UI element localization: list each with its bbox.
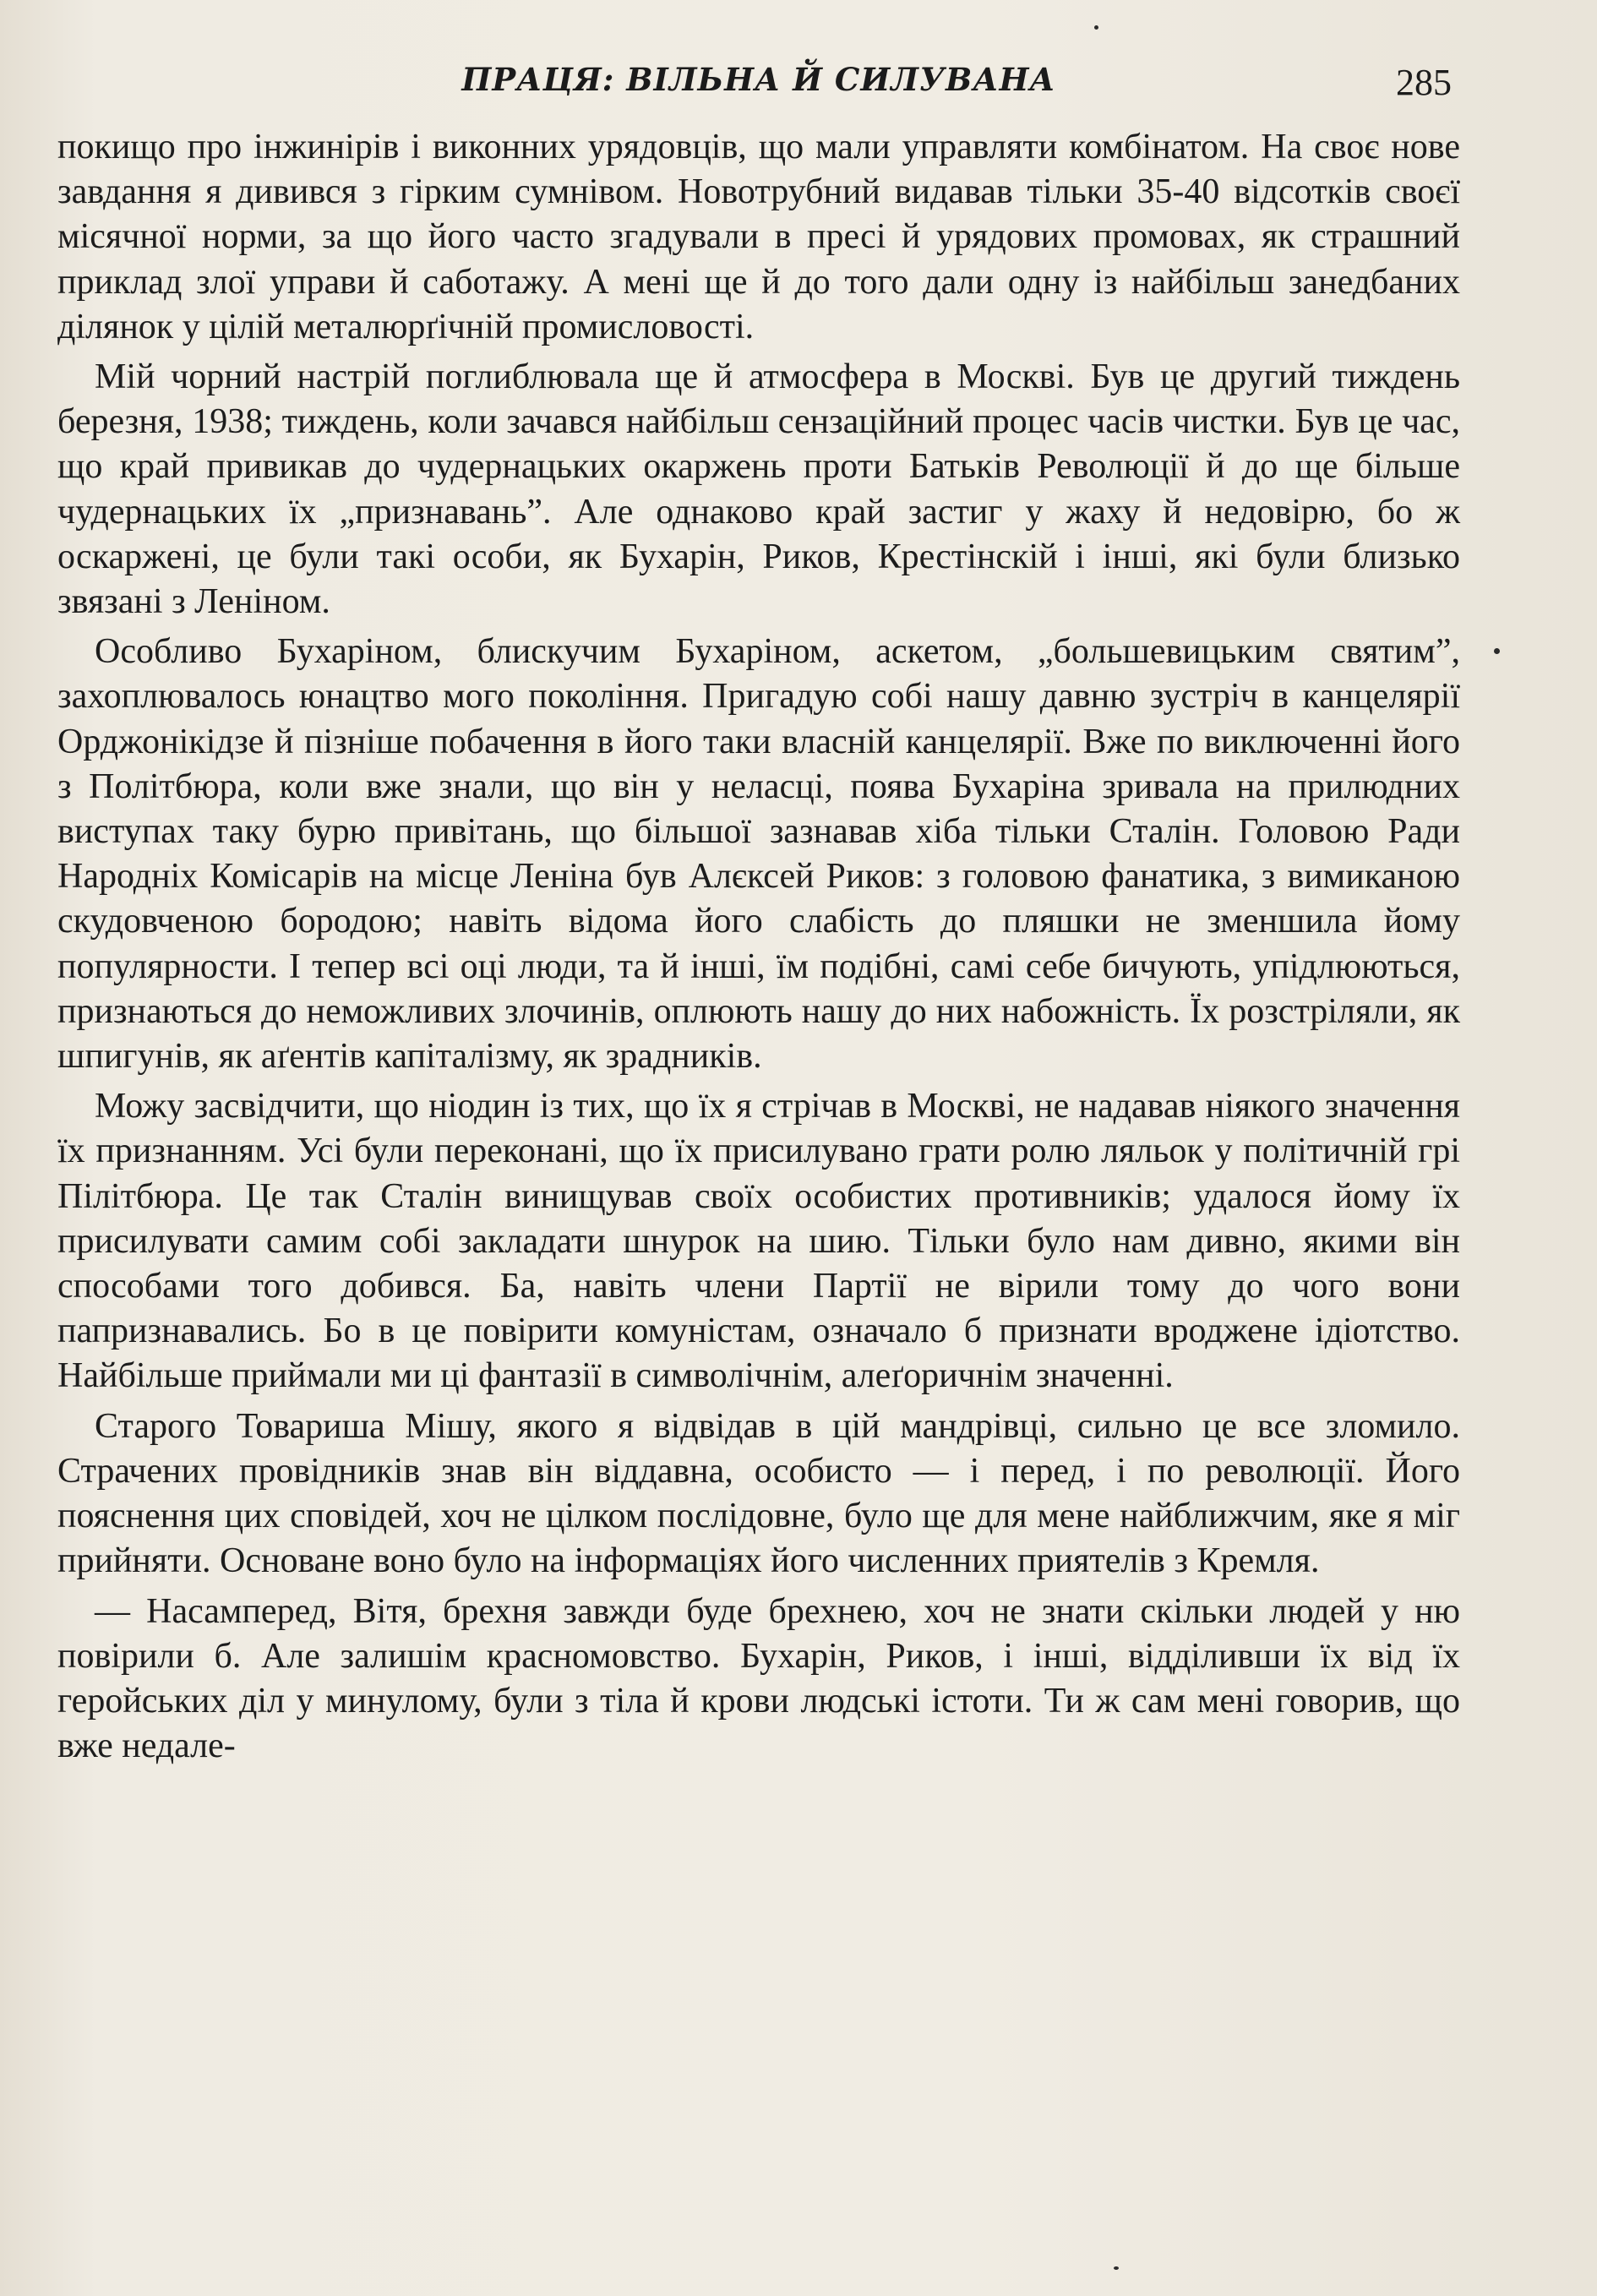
body-text: [57, 125, 1460, 1774]
print-speck: [1114, 2266, 1119, 2270]
paragraph-5: Старого Товариша Мішу, якого я відвідав в цій мандрівці, сильно це все зломило. Страчених провідників знав він віддавна, особисто — і перед, і по революції. Його пояснення цих сповідей, хоч не цілком послідовне, було ще для мене найближчим, яке я міг прийняти. Основане воно було на інформаціях його численних приятелів з Кремля.: [57, 1406, 1460, 1581]
page-number: 285: [1396, 62, 1452, 103]
page-header: [57, 61, 1460, 112]
print-speck: [1494, 648, 1500, 654]
paragraph-1: покищо про інжинірів і виконних урядовців, що мали управляти комбінатом. На своє нове завдання я дивився з гірким сумнівом. Новотрубний видавав тільки 35-40 відсотків своєї місячної норми, за що його часто згадували в пресі й урядових промовах, як страшний приклад злої управи й саботажу. А мені ще й до того дали одну із найбільш занедбаних ділянок у цілій металюрґічній промисловості.: [57, 128, 1460, 346]
paragraph-3: Особливо Бухаріном, блискучим Бухаріном, аскетом, „большевицьким святим”, захоплювалось юнацтво мого покоління. Пригадую собі нашу давню зустріч в канцелярії Орджонікідзе й пізніше побачення в його таки власній канцелярії. Вже по виключенні його з Політбюра, коли вже знали, що він у неласці, поява Бухаріна зривала на прилюдних виступах таку бурю привітань, що більшої зазнавав хіба тільки Сталін. Головою Ради Народніх Комісарів на місце Леніна був Алєксей Риков: з головою фанатика, з вимиканою скудовченою бородою; навіть відома його слабість до пляшки не зменшила йому популярности. І тепер всі оці люди, та й інші, їм подібні, самі себе бичують, упідлюються, признаються до неможливих злочинів, оплюють нашу до них набожність. Їх розстріляли, як шпигунів, як аґентів капіталізму, як зрадників.: [57, 632, 1460, 1077]
paragraph-6: — Насамперед, Вітя, брехня завжди буде брехнею, хоч не знати скільки людей у ню повірили б. Але залишім красномовство. Бухарін, Риков, і інші, відділивши їх від їх геройських діл у минулому, були з тіла й крови людські істоти. Ти ж сам мені говорив, що вже недале-: [57, 1591, 1460, 1766]
print-speck: [1094, 25, 1098, 30]
paragraph-4: Можу засвідчити, що ніодин із тих, що їх я стрічав в Москві, не надавав ніякого значення їх признанням. Усі були переконані, що їх присилувано грати ролю ляльок у політичній грі Пілітбюра. Це так Сталін винищував своїх особистих противників; удалося йому їх присилувати самим собі закладати шнурок на шию. Тільки було нам дивно, якими він способами того добився. Ба, навіть члени Партії не вірили тому до чого вони папризнавались. Бо в це повірити комуністам, означало б признати вроджене ідіотство. Найбільше приймали ми ці фантазії в символічнім, алеґоричнім значенні.: [57, 1087, 1460, 1396]
running-title: ПРАЦЯ: ВІЛЬНА Й СИЛУВАНА: [461, 61, 1056, 98]
paragraph-2: Мій чорний настрій поглиблювала ще й атмосфера в Москві. Був це другий тиждень березня, 1938; тиждень, коли зачався найбільш сензаційний процес часів чистки. Був це час, що край привикав до чудернацьких окаржень проти Батьків Революції й до ще більше чудернацьких їх „признавань”. Але однаково край застиг у жаху й недовірю, бо ж оскаржені, це були такі особи, як Бухарін, Риков, Крестінскій і інші, які були близько звязані з Леніном.: [57, 357, 1460, 622]
